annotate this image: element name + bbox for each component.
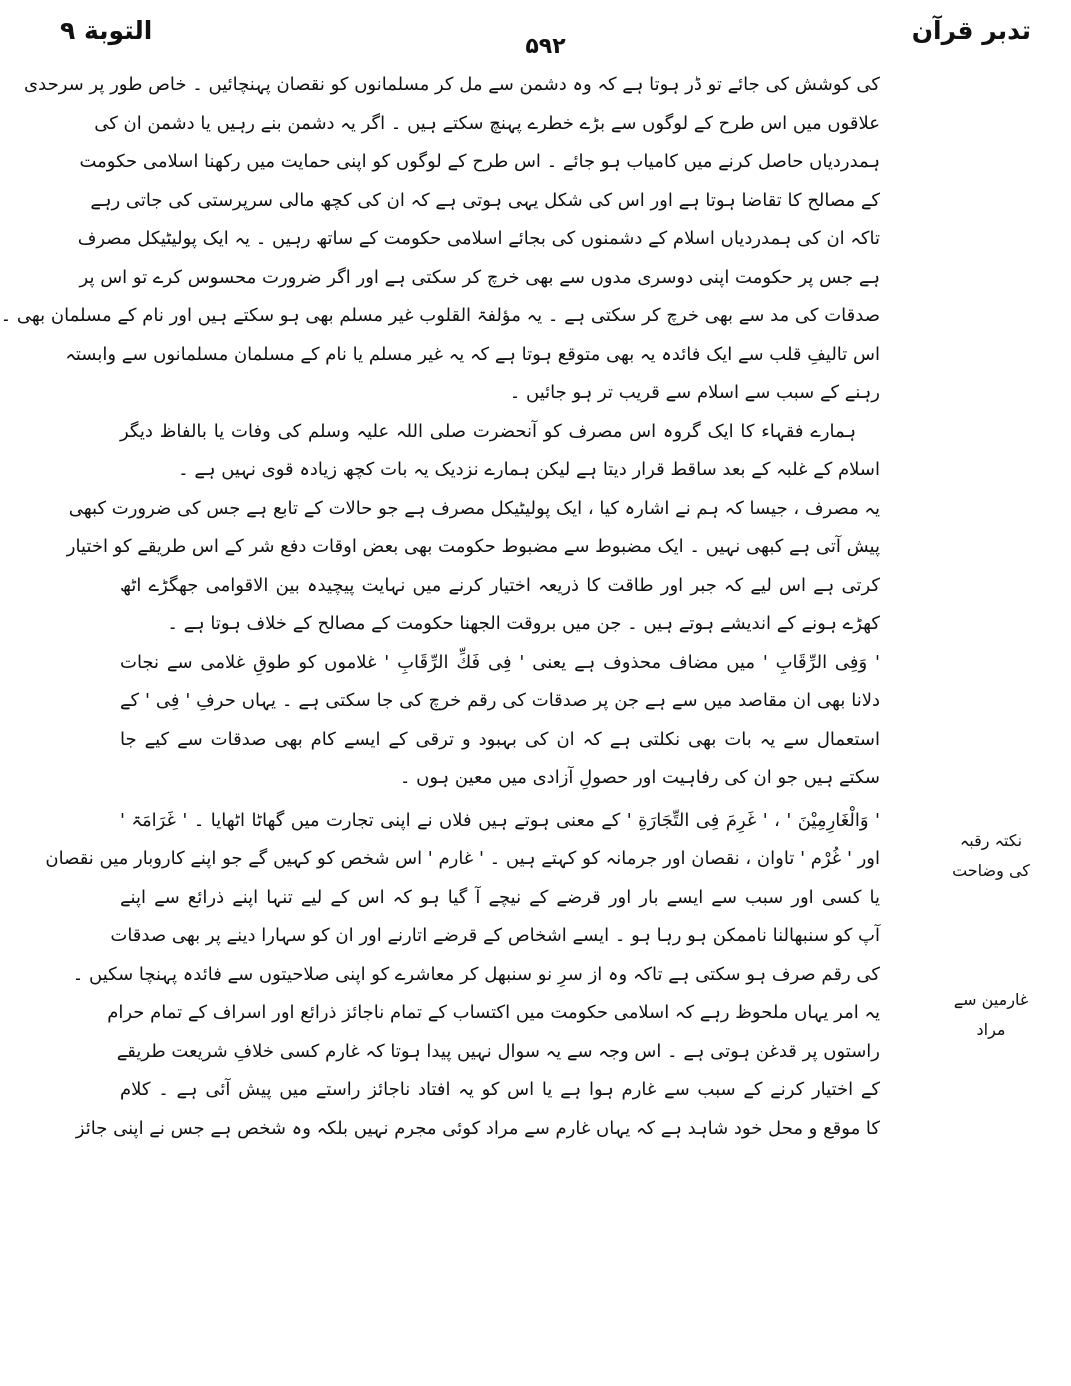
text-line: کھڑے ہونے کے اندیشے ہوتے ہیں ۔ جن میں بروقت الجھنا حکومت کے مصالح کے خلاف ہوتا ہے ۔ [167, 613, 880, 634]
text-line: کی رقم صرف ہو سکتی ہے تاکہ وہ از سرِ نو سنبھل کر معاشرے کو اپنی صلاحیتوں سے فائدہ پہنچا سکیں ۔ [72, 963, 880, 985]
text-line: کا موقع و محل خود شاہد ہے کہ یہاں غارم سے مراد کوئی مجرم نہیں بلکہ وہ شخص ہے جس نے اپنی جائز [75, 1117, 880, 1139]
paragraph [66, 490, 880, 644]
text-line: یہ امر یہاں ملحوظ رہے کہ اسلامی حکومت میں اکتساب کے تمام ناجائز ذرائع اور اسراف کے تمام حرام [107, 1002, 880, 1023]
book-title: تدبر قرآن [911, 16, 1031, 45]
text-line: کے مصالح کا تقاضا ہوتا ہے اور اس کی شکل یہی ہوتی ہے کہ ان کی کچھ مالی سرپرستی کی جاتی رہے [90, 189, 880, 211]
surah-name: التوبة ۹ [60, 16, 153, 45]
paragraph [120, 644, 880, 798]
text-line: اسلام کے غلبہ کے بعد ساقط قرار دیتا ہے لیکن ہمارے نزدیک یہ بات کچھ زیادہ قوی نہیں ہے ۔ [178, 459, 880, 480]
side-note-line: کی وضاحت [952, 861, 1030, 880]
paragraph [120, 413, 880, 490]
page-number: ۵۹۲ [525, 34, 566, 59]
text-line: صدقات کی مد سے بھی خرچ کر سکتی ہے ۔ یہ مؤلفۃ القلوب غیر مسلم بھی ہو سکتے ہیں اور نام کے مسلمان بھی ۔ [0, 305, 880, 326]
text-line: ' وَالْغَارِمِیْنَ ' ، ' غَرِمَ فِی التِّجَارَةِ ' کے معنی ہوتے ہیں فلاں نے اپنی تجارت میں گھاٹا اٹھایا ۔ ' غَرَامَۃ ' [120, 809, 880, 831]
text-line: کرتی ہے اس لیے کہ جبر اور طاقت کا ذریعہ اختیار کرنے میں نہایت پیچیدہ بین الاقوامی جھگڑے اٹھ [120, 574, 880, 596]
text-line: کے اختیار کرنے کے سبب سے غارم ہوا ہے یا اس کو یہ افتاد ناجائز راستے میں پیش آئی ہے ۔ کلام [120, 1079, 881, 1100]
side-note-line: نکتہ رقبہ [959, 831, 1023, 850]
text-line: یہ مصرف ، جیسا کہ ہم نے اشارہ کیا ، ایک پولیٹیکل مصرف ہے جو حالات کے تابع ہے جس کی ضرورت کبھی [68, 497, 880, 519]
side-note-gharimeen [951, 985, 1031, 1045]
text-line: دلانا بھی ان مقاصد میں سے ہے جن پر صدقات کی رقم خرچ کی جا سکتی ہے ۔ یہاں حرفِ ' فِی ' کے [120, 690, 880, 711]
text-line: رہنے کے سبب سے اسلام سے قریب تر ہو جائیں ۔ [509, 382, 880, 403]
text-line: استعمال سے یہ بات بھی نکلتی ہے کہ ان کی بہبود و ترقی کے ایسے کام بھی صدقات سے کیے جا [120, 728, 880, 750]
text-line: سکتے ہیں جو ان کی رفاہیت اور حصولِ آزادی میں معین ہوں ۔ [399, 767, 880, 788]
text-line: راستوں پر قدغن ہوتی ہے ۔ اس وجہ سے یہ سوال نہیں پیدا ہوتا کہ غارم کسی خلافِ شریعت طریقے [116, 1040, 880, 1062]
text-line: ' وَفِی الرِّقَابِ ' میں مضاف محذوف ہے یعنی ' فِی فَكِّ الرِّقَابِ ' غلاموں کو طوقِ غلامی سے نجات [120, 651, 880, 673]
text-line: تاکہ ان کی ہمدردیاں اسلام کے دشمنوں کی بجائے اسلامی حکومت کے ساتھ رہیں ۔ یہ ایک پولیٹیکل مصرف [77, 228, 880, 249]
text-line: ہے جس پر حکومت اپنی دوسری مدوں سے بھی خرچ کر سکتی ہے اور اگر ضرورت محسوس کرے تو اس پر [79, 266, 880, 288]
side-note-line: غارمین سے [953, 990, 1029, 1009]
text-line: اور ' غُرْم ' تاوان ، نقصان اور جرمانہ کو کہتے ہیں ۔ ' غارم ' اس شخص کو کہیں گے جو اپنے کاروبار میں نقصان [45, 848, 880, 869]
body-text [0, 66, 881, 1376]
paragraph [45, 802, 880, 995]
page-header [60, 8, 1031, 58]
text-line: پیش آتی ہے کبھی نہیں ۔ ایک مضبوط سے مضبوط حکومت بھی بعض اوقات دفع شر کے اس طریقے کو اختیار [66, 536, 880, 557]
side-note-raqaba [951, 826, 1031, 886]
text-line: ہمارے فقہاء کا ایک گروہ اس مصرف کو آنحضرت صلی اللہ علیہ وسلم کی وفات یا بالفاظ دیگر [120, 420, 856, 442]
text-line: آپ کو سنبھالنا ناممکن ہو رہا ہو ۔ ایسے اشخاص کے قرضے اتارنے اور ان کو سہارا دینے پر بھی صدقات [110, 925, 880, 946]
text-line: اس تالیفِ قلب سے ایک فائدہ یہ بھی متوقع ہوتا ہے کہ یہ غیر مسلم یا نام کے مسلمان مسلمانوں سے وابستہ [65, 343, 880, 365]
paragraph [75, 994, 881, 1148]
text-line: کی کوشش کی جائے تو ڈر ہوتا ہے کہ وہ دشمن سے مل کر مسلمانوں کو نقصان پہنچائیں ۔ خاص طور پر سرحدی [24, 74, 880, 95]
side-note-line: مراد [976, 1020, 1006, 1039]
paragraph [0, 66, 880, 413]
text-line: ہمدردیاں حاصل کرنے میں کامیاب ہو جائے ۔ اس طرح کے لوگوں کو اپنی حمایت میں رکھنا اسلامی حکومت [79, 151, 880, 172]
text-line: یا کسی اور سبب سے ایسے بار اور قرضے کے نیچے آ گیا ہو کہ اس کے لیے تنہا اپنے ذرائع سے اپنے [120, 886, 880, 908]
text-line: علاقوں میں اس طرح کے لوگوں سے بڑے خطرے پہنچ سکتے ہیں ۔ اگر یہ دشمن بنے رہیں یا دشمن ان کی [94, 112, 880, 134]
